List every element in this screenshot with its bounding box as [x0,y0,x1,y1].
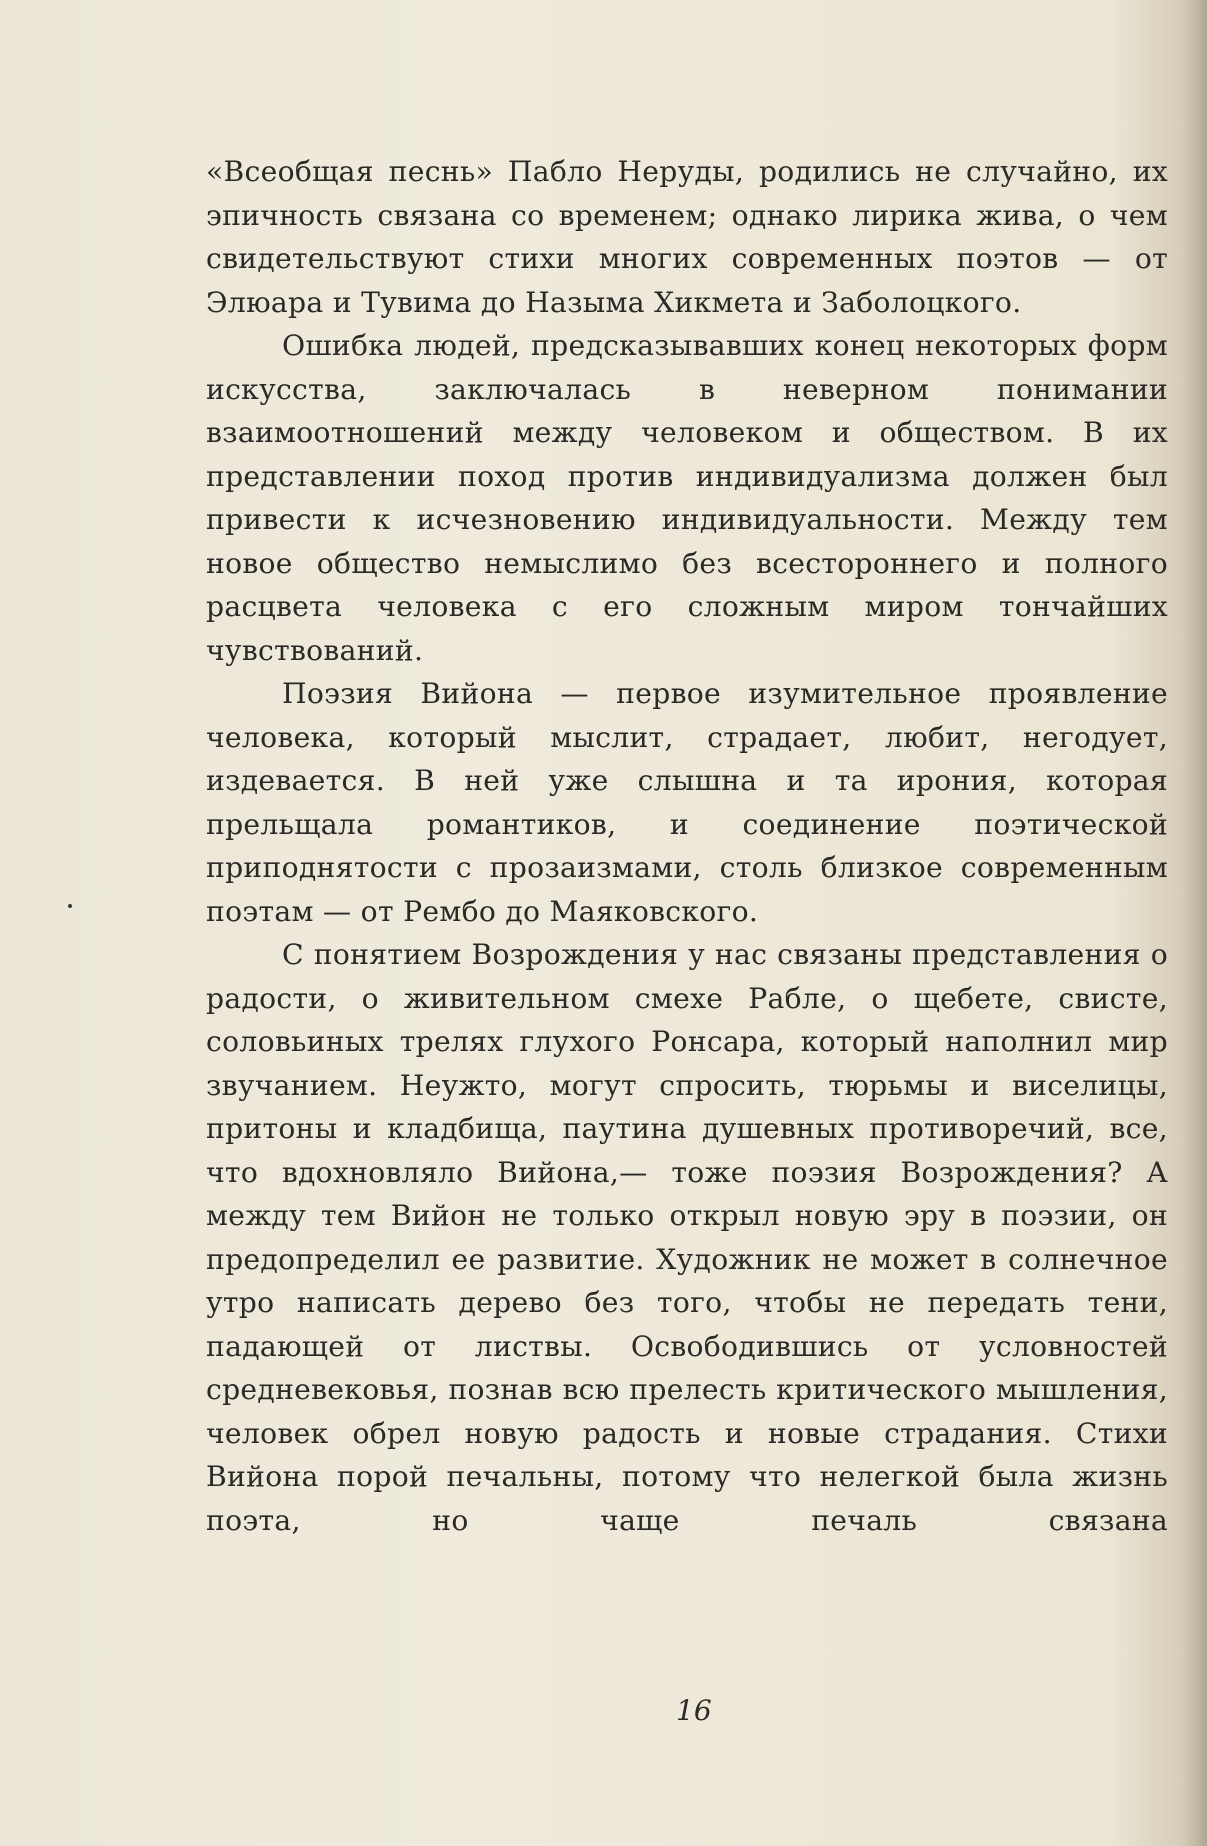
page-edge-shadow [1181,0,1207,1846]
paragraph-4: С понятием Возрождения у нас связаны представления о радости, о живительном смехе Рабле, о щебете, свисте, соловьиных трелях глухого Ронсара, который наполнил мир звучанием. Неужто, могут спросить, тюрьмы и виселицы, притоны и кладбища, паутина душевных противоречий, все, что вдохновляло Вийона,— тоже поэзия Возрождения? А между тем Вийон не только открыл новую эру в поэзии, он предопределил ее развитие. Художник не может в солнечное утро написать дерево без того, чтобы не передать тени, падающей от листвы. Освободившись от условностей средневековья, познав всю прелесть критического мышления, человек обрел новую радость и новые страдания. Стихи Вийона порой печальны, потому что нелегкой была жизнь поэта, но чаще печаль связана [206,938,1168,1537]
print-speck [68,904,72,908]
paragraph-1: «Всеобщая песнь» Пабло Неруды, родились не случайно, их эпичность связана со временем; однако лирика жива, о чем свидетельствуют стихи многих современных поэтов — от Элюара и Тувима до Назыма Хикмета и Заболоцкого. [206,155,1168,319]
page-number: 16 [676,1694,712,1727]
paragraph-3: Поэзия Вийона — первое изумительное проявление человека, который мыслит, страдает, любит, негодует, издевается. В ней уже слышна и та ирония, которая прельщала романтиков, и соединение поэтической приподнятости с прозаизмами, столь близкое современным поэтам — от Рембо до Маяковского. [206,677,1168,928]
body-text [206,150,1168,1542]
paragraph-2: Ошибка людей, предсказывавших конец некоторых форм искусства, заключалась в неверном понимании взаимоотношений между человеком и обществом. В их представлении поход против индивидуализма должен был привести к исчезновению индивидуальности. Между тем новое общество немыслимо без всестороннего и полного расцвета человека с его сложным миром тончайших чувствований. [206,329,1168,667]
